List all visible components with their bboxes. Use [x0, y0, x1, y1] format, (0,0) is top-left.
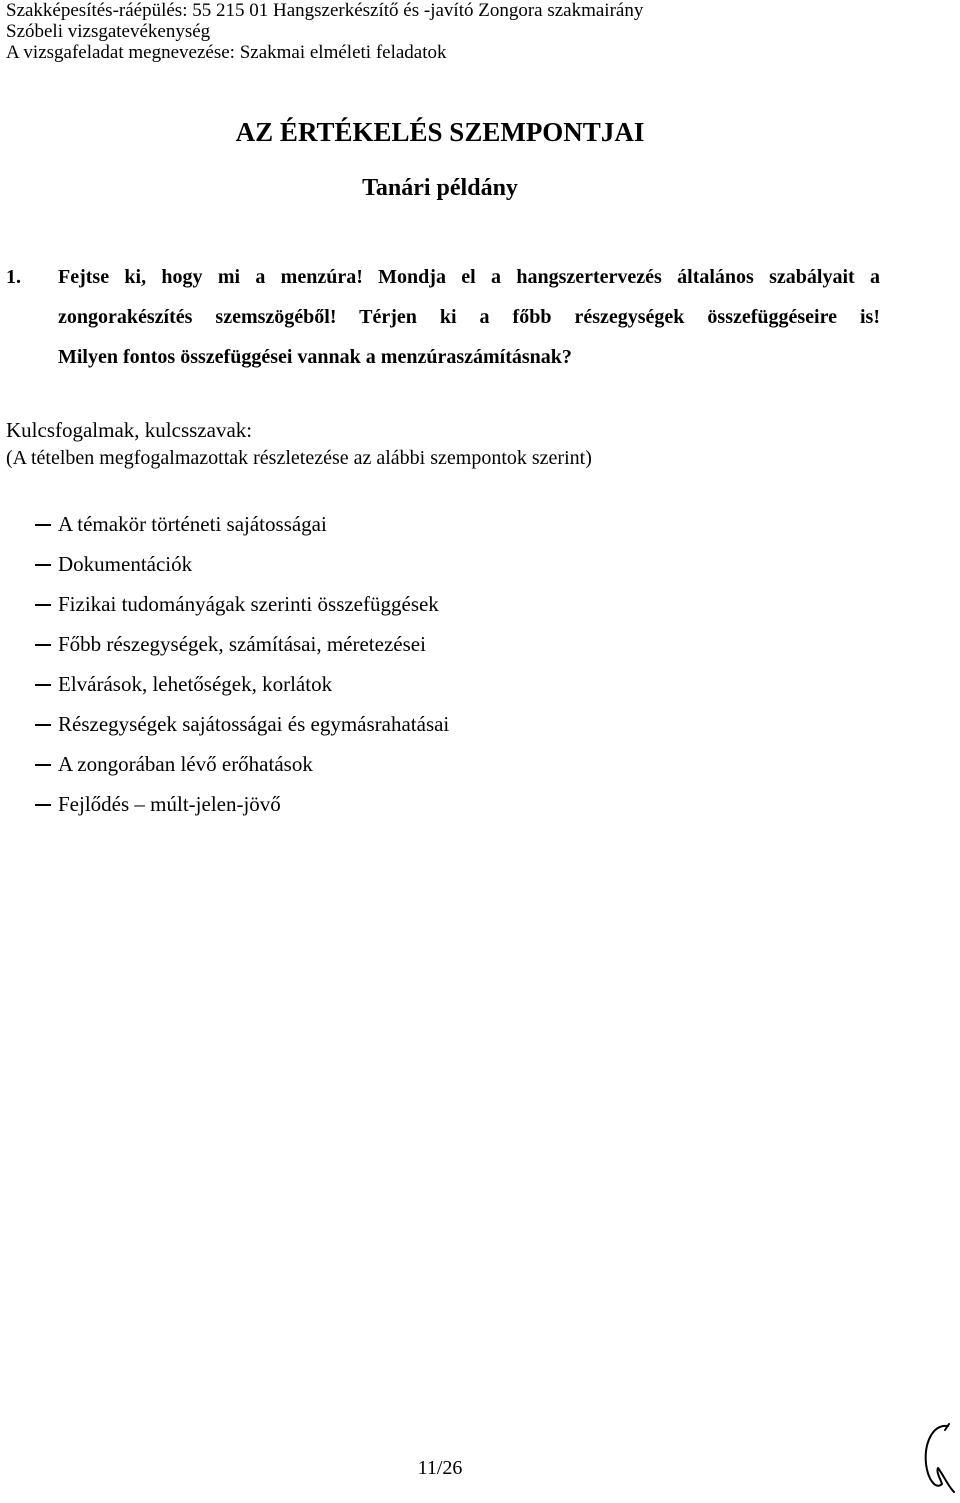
list-item: [0, 548, 449, 588]
dash-bullet-icon: [0, 628, 58, 668]
list-item-text: Részegységek sajátosságai és egymásrahatásai: [58, 712, 450, 736]
page-title: AZ ÉRTÉKELÉS SZEMPONTJAI: [235, 117, 645, 147]
dash-bullet-icon: [0, 548, 58, 588]
dash-bullet-icon: [0, 788, 58, 828]
question-line-1: Fejtse ki, hogy mi a menzúra! Mondja el a hangszertervezés általános szabályait a: [58, 266, 880, 288]
list-item-text: Fejlődés – múlt-jelen-jövő: [58, 792, 281, 816]
question-number: 1.: [6, 266, 21, 288]
list-item: [0, 588, 449, 628]
header-qualification: Szakképesítés-ráépülés: 55 215 01 Hangszerkészítő és -javító Zongora szakmairány: [6, 0, 644, 21]
question-block: [6, 257, 880, 377]
header-exam-activity: Szóbeli vizsgatevékenység: [6, 21, 211, 42]
keywords-note: (A tételben megfogalmazottak részletezése az alábbi szempontok szerint): [6, 447, 592, 469]
list-item-text: Dokumentációk: [58, 552, 193, 576]
list-item-text: Főbb részegységek, számításai, méretezései: [58, 632, 426, 656]
list-item-text: Elvárások, lehetőségek, korlátok: [58, 672, 333, 696]
dash-bullet-icon: [0, 708, 58, 748]
header-task-name: A vizsgafeladat megnevezése: Szakmai elméleti feladatok: [6, 42, 447, 63]
document-header: [6, 0, 643, 63]
list-item: [0, 628, 449, 668]
list-item: [0, 788, 449, 828]
list-item-text: A zongorában lévő erőhatások: [58, 752, 313, 776]
dash-bullet-icon: [0, 748, 58, 788]
keywords-title: Kulcsfogalmak, kulcsszavak:: [6, 418, 253, 442]
page-subtitle: Tanári példány: [362, 175, 518, 201]
question-line-3: Milyen fontos összefüggései vannak a menzúraszámításnak?: [58, 346, 572, 368]
list-item: [0, 708, 449, 748]
signature-mark: [918, 1420, 958, 1500]
keywords-list: [0, 508, 449, 828]
dash-bullet-icon: [0, 668, 58, 708]
question-line-2: zongorakészítés szemszögéből! Térjen ki a főbb részegységek összefüggéseire is!: [58, 306, 880, 328]
list-item: [0, 748, 449, 788]
dash-bullet-icon: [0, 508, 58, 548]
dash-bullet-icon: [0, 588, 58, 628]
list-item-text: Fizikai tudományágak szerinti összefüggések: [58, 592, 439, 616]
list-item: [0, 508, 449, 548]
page-number: 11/26: [417, 1457, 463, 1479]
list-item-text: A témakör történeti sajátosságai: [58, 512, 327, 536]
list-item: [0, 668, 449, 708]
